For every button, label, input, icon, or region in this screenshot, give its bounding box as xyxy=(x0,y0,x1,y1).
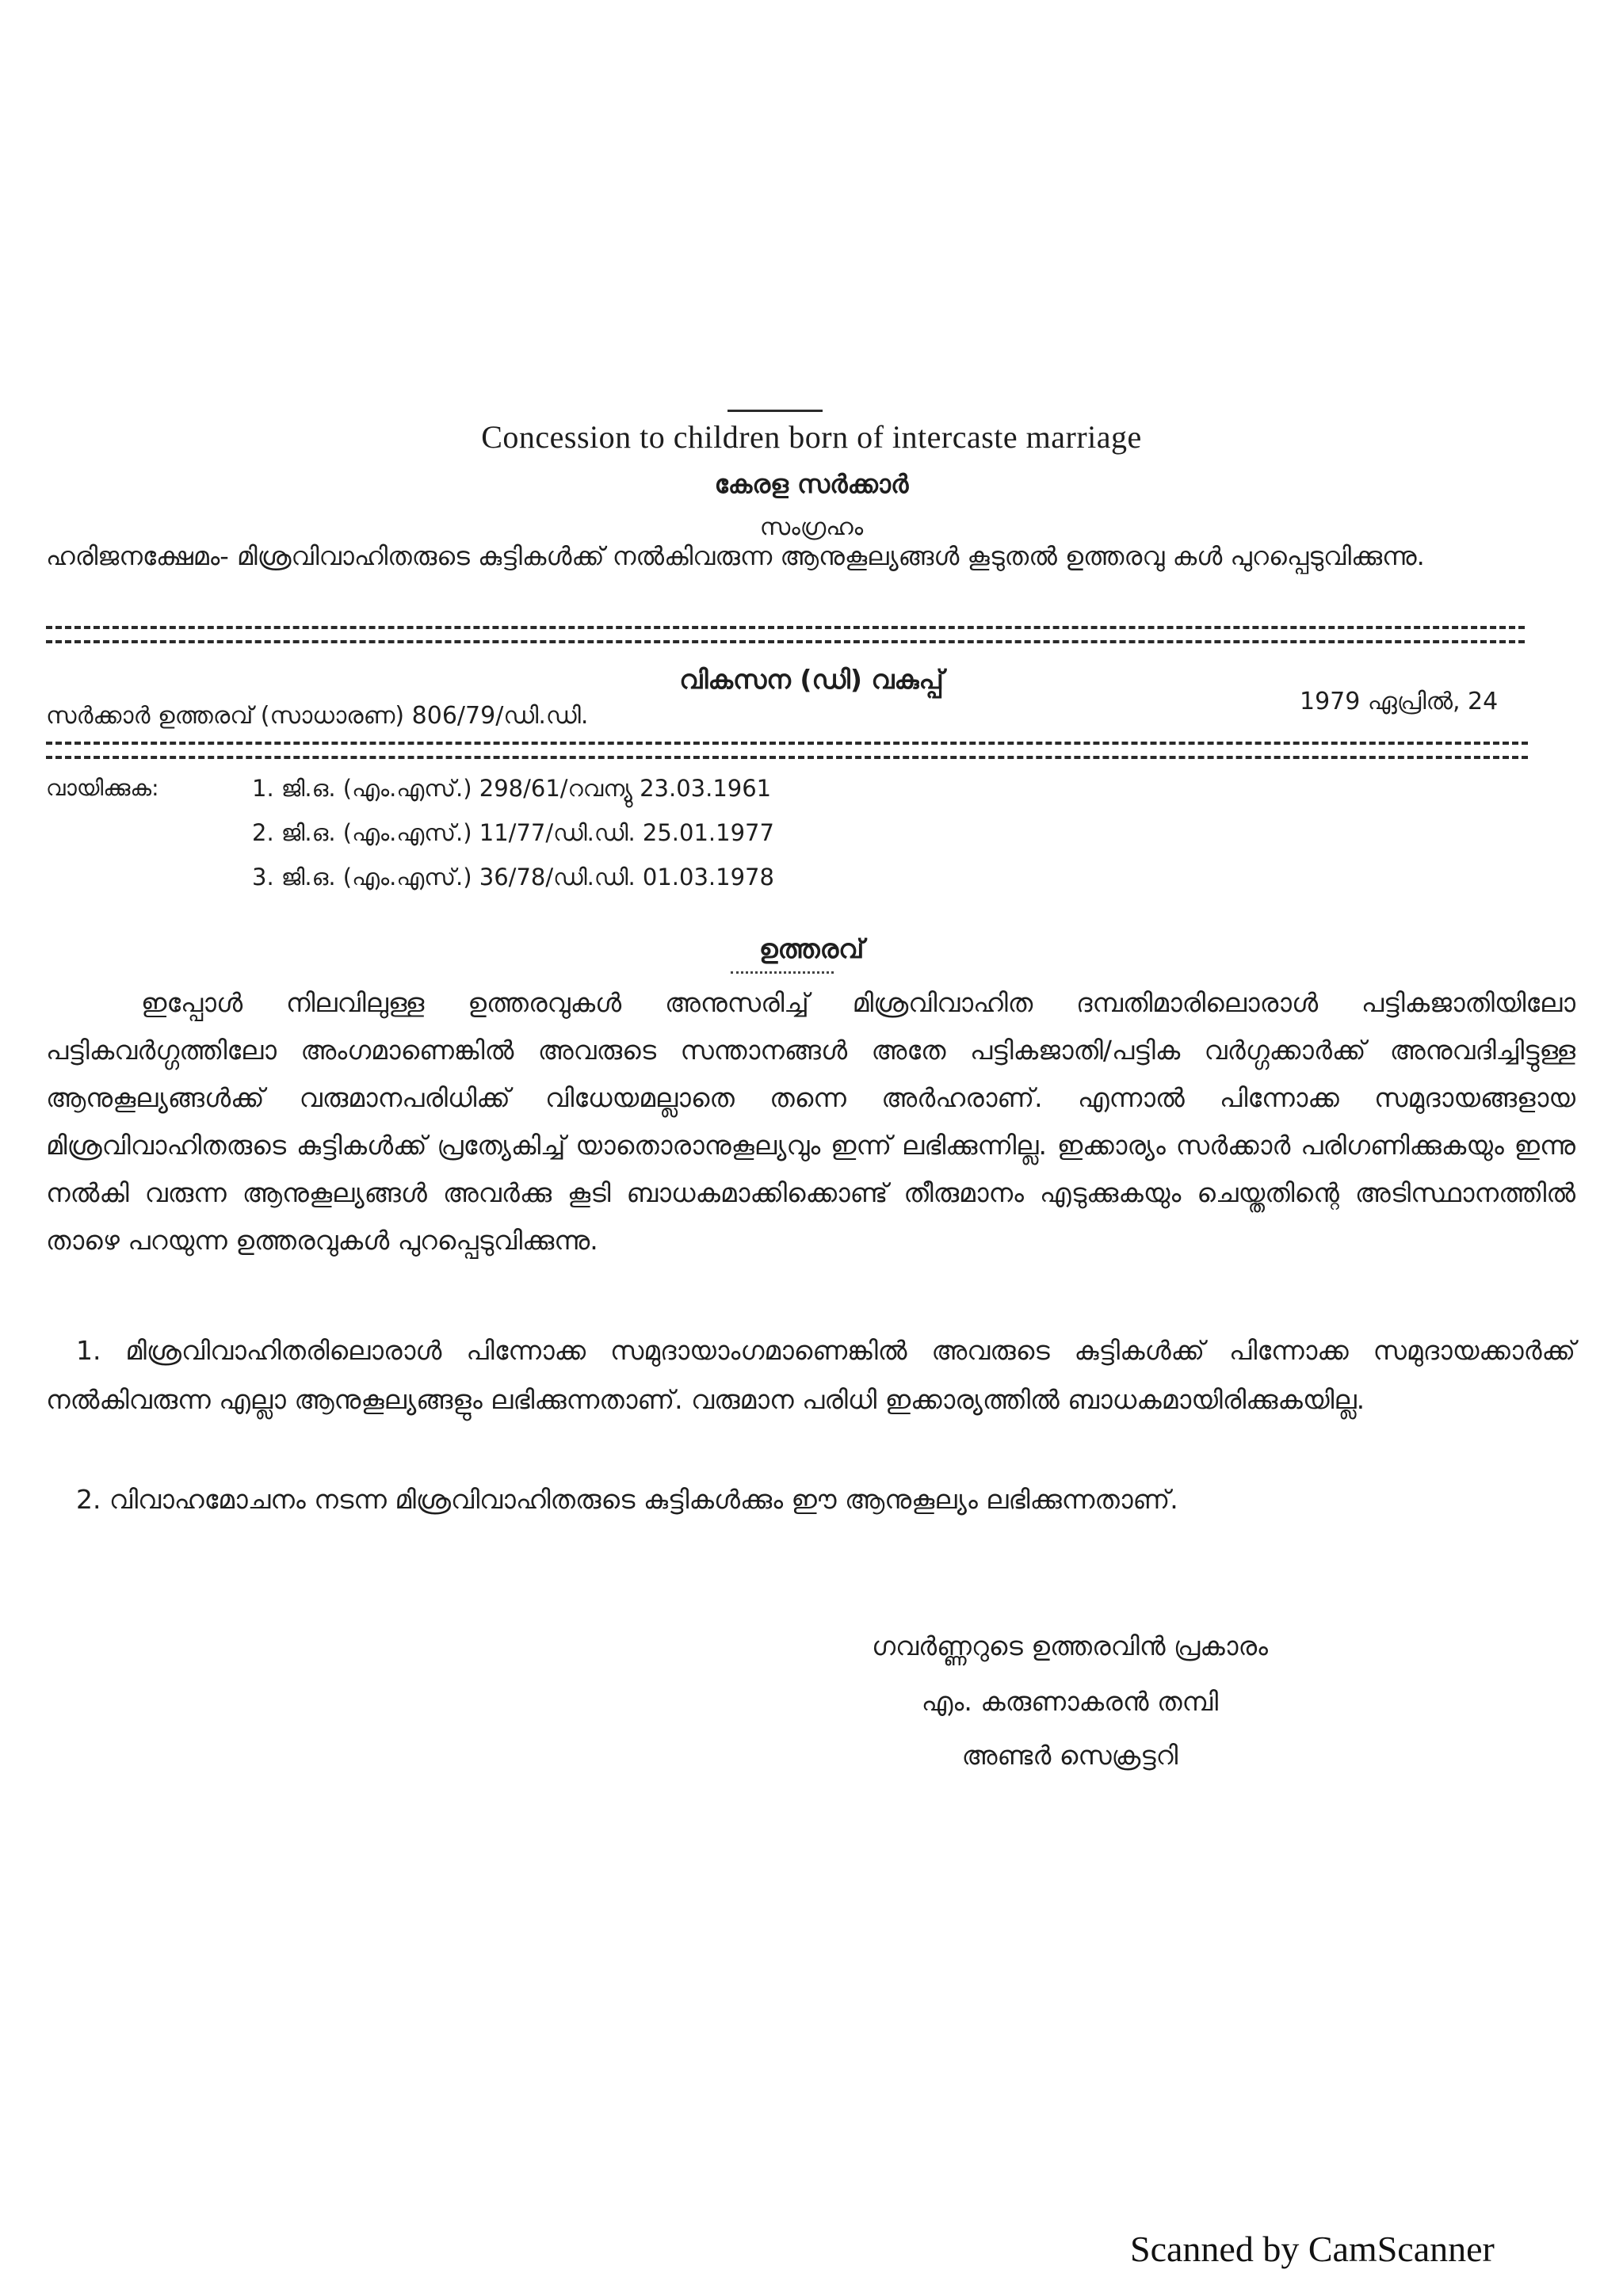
signatory-name: എം. കരുണാകരൻ തമ്പി xyxy=(921,1686,1219,1717)
government-heading: കേരള സർക്കാർ xyxy=(714,469,909,499)
dashed-separator xyxy=(46,640,1525,643)
signature-by-order: ഗവർണ്ണറുടെ ഉത്തരവിൻ പ്രകാരം xyxy=(872,1630,1268,1661)
signatory-designation: അണ്ടർ സെക്രട്ടറി xyxy=(961,1740,1178,1771)
dashed-separator xyxy=(46,742,1528,745)
summary-text: ഹരിജനക്ഷേമം- മിശ്രവിവാഹിതരുടെ കുട്ടികൾക്ക് നൽകിവരുന്ന ആനുകൂല്യങ്ങൾ കൂടുതൽ ഉത്തരവു കൾ പുറപ്പെടുവിക്കുന്നു. xyxy=(46,541,1425,571)
english-title: Concession to children born of intercaste marriage xyxy=(481,419,1142,455)
order-date: 1979 ഏപ്രിൽ, 24 xyxy=(1300,688,1499,715)
department: വികസന (ഡി) വകുപ്പ് xyxy=(679,664,944,695)
dashed-separator xyxy=(46,626,1525,629)
reference-item: 1. ജി.ഒ. (എം.എസ്.) 298/61/റവന്യു 23.03.1961 xyxy=(252,775,772,802)
order-heading-underline xyxy=(731,971,834,974)
reference-item: 2. ജി.ഒ. (എം.എസ്.) 11/77/ഡി.ഡി. 25.01.1977 xyxy=(252,819,774,846)
order-item: 2. വിവാഹമോചനം നടന്ന മിശ്രവിവാഹിതരുടെ കുട്ടികൾക്കും ഈ ആനുകൂല്യം ലഭിക്കുന്നതാണ്. xyxy=(76,1484,1178,1515)
reference-item: 3. ജി.ഒ. (എം.എസ്.) 36/78/ഡി.ഡി. 01.03.1978 xyxy=(252,864,774,891)
order-heading: ഉത്തരവ് xyxy=(758,933,865,964)
order-item: 1. മിശ്രവിവാഹിതരിലൊരാൾ പിന്നോക്ക സമുദായാംഗമാണെങ്കിൽ അവരുടെ കുട്ടികൾക്ക് പിന്നോക്ക സമുദായക്കാർക്ക് നൽകിവരുന്ന എല്ലാ ആനുകൂല്യങ്ങളും ലഭിക്കുന്നതാണ്. വരുമാന പരിധി ഇക്കാര്യത്തിൽ ബാധകമായിരിക്കുകയില്ല. xyxy=(46,1335,1575,1415)
body-paragraph: ഇപ്പോൾ നിലവിലുള്ള ഉത്തരവുകൾ അനുസരിച്ച് മിശ്രവിവാഹിത ദമ്പതിമാരിലൊരാൾ പട്ടികജാതിയിലോ പട്ടികവർഗ്ഗത്തിലോ അംഗമാണെങ്കിൽ അവരുടെ സന്താനങ്ങൾ അതേ പട്ടികജാതി/പട്ടിക വർഗ്ഗക്കാർക്ക് അനുവദിച്ചിട്ടുള്ള ആനുകൂല്യങ്ങൾക്ക് വരുമാനപരിധിക്ക് വിധേയമല്ലാതെ തന്നെ അർഹരാണ്. എന്നാൽ പിന്നോക്ക സമുദായങ്ങളായ മിശ്രവിവാഹിതരുടെ കുട്ടികൾക്ക് പ്രത്യേകിച്ച് യാതൊരാനുകൂല്യവും ഇന്ന് ലഭിക്കുന്നില്ല. ഇക്കാര്യം സർക്കാർ പരിഗണിക്കുകയും ഇന്നു നൽകി വരുന്ന ആനുകൂല്യങ്ങൾ അവർക്കു കൂടി ബാധകമാക്കിക്കൊണ്ട് തീരുമാനം എടുക്കുകയും ചെയ്തതിന്റെ അടിസ്ഥാനത്തിൽ താഴെ പറയുന്ന ഉത്തരവുകൾ പുറപ്പെടുവിക്കുന്നു. xyxy=(46,987,1575,1256)
dashed-separator xyxy=(46,756,1528,759)
read-label: വായിക്കുക: xyxy=(46,775,159,801)
order-number: സർക്കാർ ഉത്തരവ് (സാധാരണ) 806/79/ഡി.ഡി. xyxy=(46,702,589,730)
scanner-watermark: Scanned by CamScanner xyxy=(1130,2229,1495,2269)
summary-heading: സംഗ്രഹം xyxy=(759,513,864,541)
top-rule xyxy=(727,410,823,412)
